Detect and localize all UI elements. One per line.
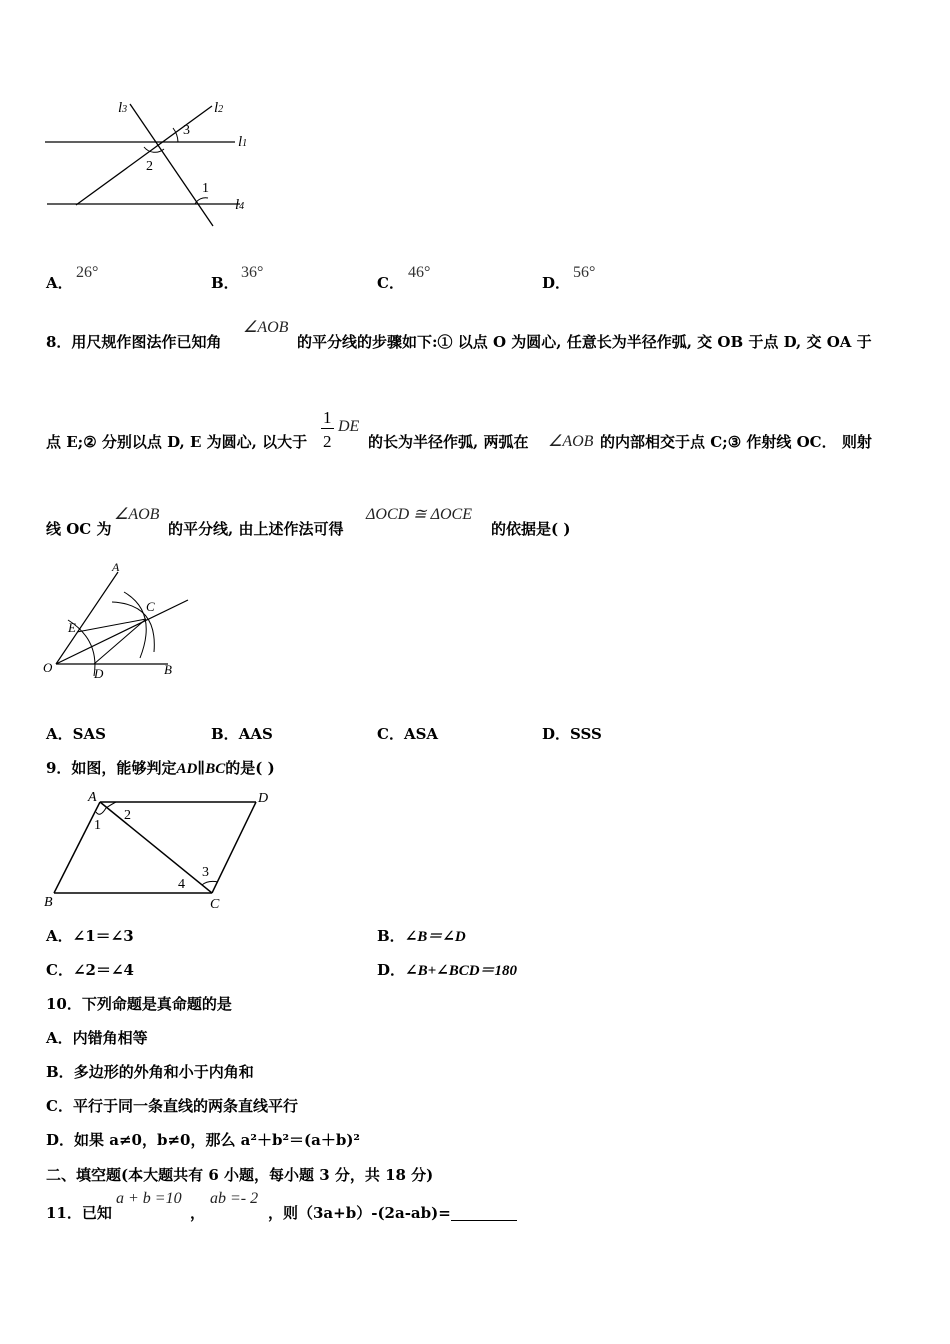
q8-option-a-value: SAS [72,725,106,743]
label-e: E [68,620,76,635]
label-a: A [88,790,97,805]
section-2-title: 二、填空题(本大题共有 6 小题，每小题 3 分，共 18 分) [46,1166,434,1184]
q9-stem-suffix: 的是( ) [225,759,275,777]
q10-option-b [46,1065,254,1080]
q10-option-c-letter: C． [46,1097,73,1115]
q9-stem [46,761,275,777]
label-b: B [164,662,172,677]
angle-3-arc [173,128,178,142]
q10-option-b-value: 多边形的外角和小于内角和 [73,1063,254,1081]
q10-option-d-value: 如果 a≠0，b≠0，那么 a²＋b²＝(a＋b)² [74,1131,360,1149]
label-l2: l2 [214,100,224,116]
label-angle-4: 4 [178,877,185,892]
q8-option-d [542,727,602,742]
q9-stem-math: AD∥BC [176,761,226,777]
q9-option-d-letter: D． [377,961,406,979]
q10-option-d [46,1133,360,1148]
q9-option-a-value: ∠1＝∠3 [72,927,134,945]
q10-option-a [46,1031,148,1046]
q7-option-d-letter: D． [542,274,571,292]
q10-option-c-value: 平行于同一条直线的两条直线平行 [72,1097,298,1115]
q8-option-b [211,727,273,742]
q10-option-b-letter: B． [46,1063,74,1081]
label-angle-2: 2 [124,808,131,823]
q9-option-a-letter: A． [46,927,73,945]
label-l3: l3 [118,100,128,116]
label-b: B [44,895,53,910]
q9-option-a [46,929,134,944]
diagonal-ac [100,802,212,893]
q8-line1-prefix: 8．用尺规作图法作已知角 [46,333,222,351]
q10-option-a-value: 内错角相等 [72,1029,148,1047]
label-o: O [43,660,53,675]
q10-option-c [46,1099,298,1114]
label-l4: l4 [235,197,245,213]
q11-answer-blank[interactable] [451,1206,517,1221]
q8-fraction-denominator: 2 [323,432,332,451]
q11-suffix: ，则（3a+b）-(2a-ab)= [268,1204,451,1222]
q8-fraction-bar [321,428,334,429]
side-ab [54,802,100,893]
q9-option-b [377,929,466,945]
q8-line2-prefix: 点 E;② 分别以点 D, E 为圆心, 以大于 [46,433,308,451]
q8-option-a-letter: A． [46,725,73,743]
q10-stem: 10．下列命题是真命题的是 [46,995,232,1013]
q7-parallel-lines-figure [40,92,280,232]
q7-option-b-value: 36° [241,264,264,281]
label-d: D [94,666,104,681]
q11-suffix-line [268,1206,517,1221]
label-angle-1: 1 [94,818,101,833]
q8-line1-suffix: 的平分线的步骤如下:① 以点 O 为圆心, 任意长为半径作弧, 交 OB 于点 D, 交 OA 于 [297,333,872,351]
q7-option-a-letter: A． [46,274,73,292]
line-l3 [130,104,213,226]
q8-line3-mid: 的平分线, 由上述作法可得 [168,520,344,538]
q8-option-c [377,727,438,742]
q8-option-b-letter: B． [211,725,239,743]
q8-option-a [46,727,106,742]
q8-option-b-value: AAS [238,725,273,743]
q8-angle-aob-1: ∠AOB [243,319,289,336]
q8-angle-aob-2: ∠AOB [548,433,594,450]
q11-expr2: ab =- 2 [210,1190,259,1207]
ray-oa [56,572,118,664]
line-l2 [76,106,212,205]
q8-line3-prefix: 线 OC 为 [46,520,112,538]
q9-option-d [377,963,517,979]
q8-line2-suffix: 的内部相交于点 C;③ 作射线 OC． 则射 [600,433,872,451]
q9-option-c-value: ∠2＝∠4 [72,961,134,979]
q8-fraction-var: DE [338,418,360,435]
side-cd [212,802,256,893]
q7-option-c-letter: C． [377,274,404,292]
q9-stem-prefix: 9．如图，能够判定 [46,759,177,777]
q7-option-a-value: 26° [76,264,99,281]
q11-expr1: a + b =10 [116,1190,182,1207]
label-a: A [112,560,120,574]
q8-angle-aob-3: ∠AOB [114,506,160,523]
q9-option-c [46,963,134,978]
label-angle-3: 3 [202,865,209,880]
q8-option-d-value: SSS [570,725,602,743]
q9-option-d-value: ∠B+∠BCD＝180 [405,963,518,979]
q11-prefix: 11．已知 [46,1204,112,1222]
q10-option-d-letter: D． [46,1131,75,1149]
label-angle-3: 3 [183,123,190,138]
label-angle-2: 2 [146,159,153,174]
label-d: D [258,791,269,806]
label-c: C [146,599,155,614]
q8-option-c-value: ASA [403,725,439,743]
q8-fraction-numerator: 1 [323,408,332,427]
label-angle-1: 1 [202,181,209,196]
q8-line2-mid: 的长为半径作弧, 两弧在 [368,433,529,451]
label-l1: l1 [238,134,248,150]
q7-option-d-value: 56° [573,264,596,281]
label-c: C [210,897,220,912]
q9-option-b-value: ∠B＝∠D [404,929,466,945]
q8-angle-bisector-figure [40,560,200,684]
q7-option-b-letter: B． [211,274,239,292]
q8-option-d-letter: D． [542,725,571,743]
q9-option-c-letter: C． [46,961,73,979]
q9-quadrilateral-figure [40,786,290,914]
q10-option-a-letter: A． [46,1029,73,1047]
q8-line3-suffix: 的依据是( ) [491,520,571,538]
q9-option-b-letter: B． [377,927,405,945]
q11-comma: ， [190,1204,206,1222]
q8-option-c-letter: C． [377,725,404,743]
q8-congruence: ΔOCD ≅ ΔOCE [366,506,472,523]
q7-option-c-value: 46° [408,264,431,281]
